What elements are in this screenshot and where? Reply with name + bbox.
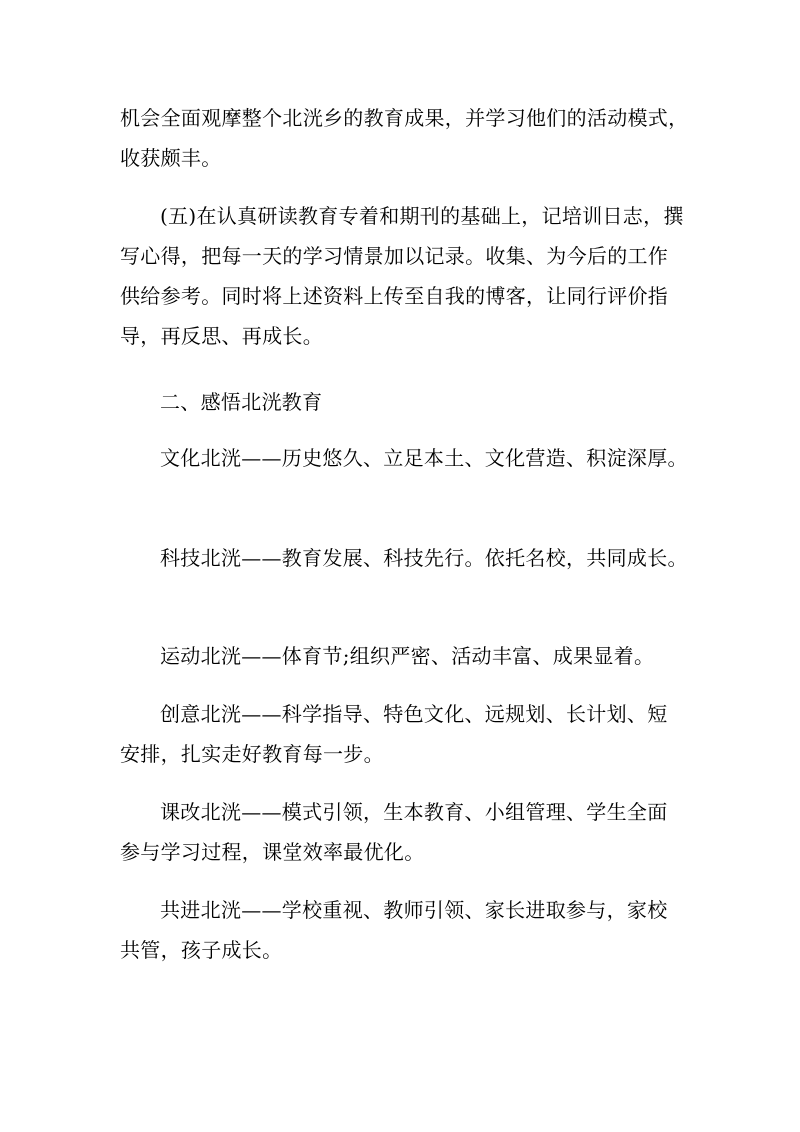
text-line: 创意北洸——科学指导、特色文化、远规划、长计划、短 bbox=[160, 702, 668, 726]
text-line: 导，再反思、再成长。 bbox=[120, 324, 323, 348]
paragraph-technology bbox=[120, 538, 688, 578]
text-line: 参与学习过程，课堂效率最优化。 bbox=[120, 840, 425, 864]
paragraph-continuation bbox=[120, 98, 689, 178]
paragraph-culture bbox=[120, 438, 688, 478]
text-line: 课改北洸——模式引领，生本教育、小组管理、学生全面 bbox=[160, 800, 668, 824]
text-line: 运动北洸——体育节;组织严密、活动丰富、成果显着。 bbox=[160, 644, 655, 668]
heading-text: 二、感悟北洸教育 bbox=[160, 390, 323, 414]
paragraph-sports bbox=[120, 636, 680, 676]
paragraph-creativity bbox=[120, 694, 680, 774]
text-line: 文化北洸——历史悠久、立足本土、文化营造、积淀深厚。 bbox=[160, 446, 688, 470]
text-line: 科技北洸——教育发展、科技先行。依托名校，共同成长。 bbox=[160, 546, 688, 570]
text-line: 收获颇丰。 bbox=[120, 146, 222, 170]
text-line: 机会全面观摩整个北洸乡的教育成果，并学习他们的活动模式， bbox=[120, 106, 689, 130]
paragraph-curriculum-reform bbox=[120, 792, 680, 872]
text-line: 安排，扎实走好教育每一步。 bbox=[120, 742, 384, 766]
text-line: (五)在认真研读教育专着和期刊的基础上，记培训日志，撰 bbox=[160, 204, 684, 228]
text-line: 共管，孩子成长。 bbox=[120, 938, 283, 962]
text-line: 共进北洸——学校重视、教师引领、家长进取参与，家校 bbox=[160, 898, 668, 922]
text-line: 写心得，把每一天的学习情景加以记录。收集、为今后的工作 bbox=[120, 244, 669, 268]
section-heading bbox=[120, 382, 680, 422]
paragraph-item-five bbox=[120, 196, 684, 356]
paragraph-co-progress bbox=[120, 890, 680, 970]
text-line: 供给参考。同时将上述资料上传至自我的博客，让同行评价指 bbox=[120, 284, 669, 308]
